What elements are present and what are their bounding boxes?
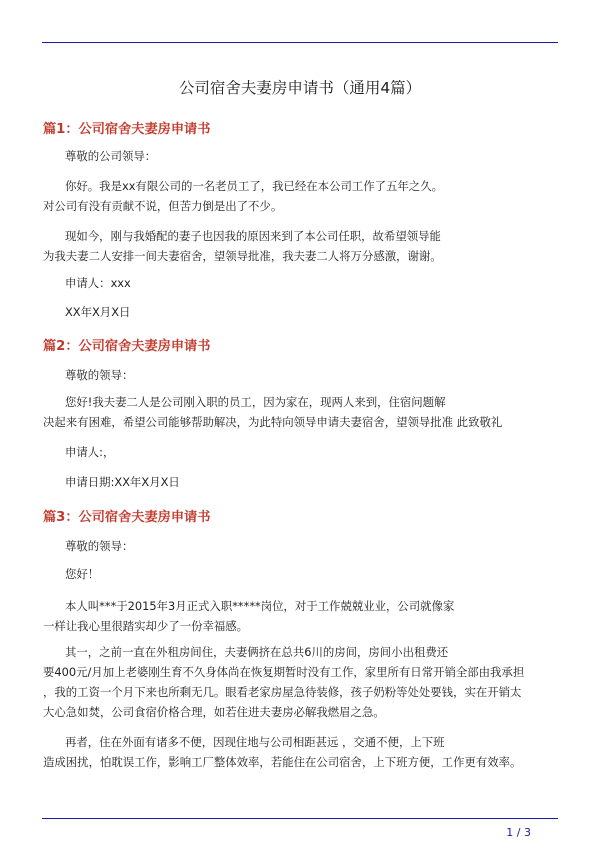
paragraph (43, 146, 563, 166)
paragraph-line: 尊敬的领导： (65, 539, 134, 553)
section-heading: 篇3：公司宿舍夫妻房申请书 (43, 510, 211, 525)
paragraph (43, 642, 563, 722)
paragraph-line: ，我的工资一个月下来也所剩无几。眼看老家房屋急待装修，孩子奶粉等处处要钱，实在开销太 (43, 685, 522, 699)
paragraph (43, 536, 563, 556)
paragraph (43, 365, 563, 385)
paragraph-line: 一样让我心里很踏实却少了一份幸福感。 (43, 619, 249, 633)
footer-rule (42, 818, 558, 819)
paragraph-line: XX年X月X日 (65, 305, 131, 319)
paragraph-line: 大心急如焚，公司食宿价格合理，如若住进夫妻房必解我燃眉之急。 (43, 705, 385, 719)
paragraph (43, 273, 563, 293)
paragraph (43, 564, 563, 584)
paragraph (43, 176, 563, 216)
paragraph-line: 为我夫妻二人安排一间夫妻宿舍，望领导批准，我夫妻二人将万分感激，谢谢。 (43, 249, 442, 263)
paragraph-line: 造成困扰，怕耽误工作，影响工厂整体效率，若能住在公司宿舍，上下班方便，工作更有效率。 (43, 755, 522, 769)
paragraph-line: 要400元/月加上老婆刚生育不久身体尚在恢复期暂时没有工作，家里所有日常开销全部由我承担 (43, 665, 525, 679)
paragraph-line: 本人叫***于2015年3月正式入职*****岗位，对于工作兢兢业业，公司就像家 (65, 599, 455, 613)
section-heading: 篇2：公司宿舍夫妻房申请书 (43, 339, 211, 354)
paragraph-line: 您好！ (65, 567, 100, 581)
paragraph-line: 你好。我是xx有限公司的一名老员工了，我已经在本公司工作了五年之久。 (65, 179, 443, 193)
header-rule (42, 42, 558, 43)
page-indicator: 1 / 3 (506, 826, 531, 839)
paragraph-line: 您好!我夫妻二人是公司刚入职的员工，因为家在，现两人来到，住宿问题解 (65, 395, 446, 409)
paragraph (43, 472, 563, 492)
paragraph-line: 再者，住在外面有诸多不便，因现住地与公司相距甚远 ，交通不便，上下班 (65, 735, 445, 749)
paragraph-line: 尊敬的公司领导： (65, 149, 157, 163)
paragraph-line: 其一，之前一直在外租房间住，夫妻俩挤在总共6川的房间，房间小出租费还 (65, 645, 449, 659)
paragraph-line: 尊敬的领导： (65, 368, 134, 382)
page-title: 公司宿舍夫妻房申请书（通用4篇） (178, 79, 422, 97)
paragraph-line: 决起来有困难，希望公司能够帮助解决，为此特向领导申请夫妻宿舍，望领导批准 此致敬礼 (43, 415, 503, 429)
paragraph-line: 申请人：xxx (65, 276, 131, 290)
paragraph (43, 226, 563, 266)
paragraph-line: 申请日期:XX年X月X日 (65, 475, 180, 489)
paragraph (43, 732, 563, 772)
paragraph-line: 对公司有没有贡献不说，但苦力倒是出了不少。 (43, 199, 283, 213)
paragraph (43, 442, 563, 462)
paragraph (43, 302, 563, 322)
paragraph-line: 申请人:， (65, 445, 115, 459)
paragraph (43, 392, 563, 432)
section-heading: 篇1：公司宿舍夫妻房申请书 (43, 122, 211, 137)
paragraph-line: 现如今，刚与我婚配的妻子也因我的原因来到了本公司任职，故希望领导能 (65, 229, 441, 243)
paragraph (43, 596, 563, 636)
